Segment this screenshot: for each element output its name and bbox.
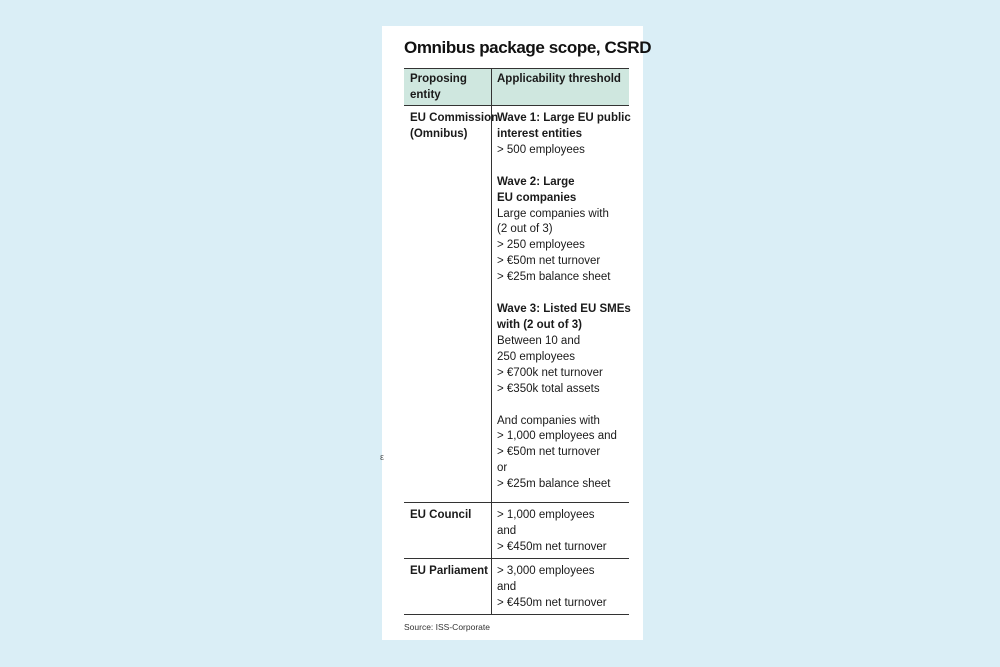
table-card: [382, 26, 652, 640]
wave1-title: Wave 1: Large EU public: [497, 112, 631, 124]
spacer: [497, 398, 631, 414]
wave3-title: Wave 3: Listed EU SMEs: [497, 303, 631, 316]
wave3-line: > €700k net turnover: [497, 366, 603, 379]
extra-line: > €50m net turnover: [497, 446, 601, 459]
header-applicability-threshold: [492, 69, 629, 105]
threshold-line: and: [497, 580, 517, 593]
threshold-line: and: [497, 524, 517, 537]
wave2-title: EU companies: [497, 191, 577, 204]
threshold-line: > 1,000 employees: [497, 509, 595, 521]
header-col1-line2: entity: [410, 88, 441, 101]
entity-line: EU Council: [410, 509, 472, 521]
header-proposing-entity: [404, 69, 492, 105]
stray-mark: ε: [380, 452, 385, 462]
scope-table: [404, 68, 629, 615]
wave1-line: > 500 employees: [497, 143, 585, 156]
table-title: Omnibus package scope, CSRD: [404, 38, 652, 57]
threshold-cell: [492, 503, 629, 558]
table-row-parliament: [404, 559, 629, 615]
header-col1-line1: Proposing: [410, 73, 467, 85]
wave2-title: Wave 2: Large: [497, 175, 575, 188]
table-row-commission: [404, 106, 629, 503]
spacer: [497, 159, 631, 175]
entity-cell: [404, 559, 492, 614]
entity-cell: [404, 503, 492, 558]
wave1-title: interest entities: [497, 127, 582, 140]
threshold-line: > €450m net turnover: [497, 540, 607, 553]
extra-line: And companies with: [497, 414, 600, 427]
threshold-line: > €450m net turnover: [497, 596, 607, 609]
entity-line: EU Commission: [410, 112, 499, 124]
wave2-line: > 250 employees: [497, 239, 585, 252]
threshold-line: > 3,000 employees: [497, 565, 595, 577]
wave2-line: (2 out of 3): [497, 223, 553, 236]
source-note: Source: ISS-Corporate: [404, 622, 490, 632]
entity-line: (Omnibus): [410, 127, 468, 140]
wave3-line: > €350k total assets: [497, 382, 600, 395]
entity-line: EU Parliament: [410, 565, 488, 577]
wave2-line: > €50m net turnover: [497, 255, 601, 268]
wave3-line: 250 employees: [497, 350, 575, 363]
threshold-cell: [492, 106, 635, 502]
wave3-title: with (2 out of 3): [497, 318, 582, 331]
extra-line: > €25m balance sheet: [497, 478, 611, 491]
extra-line: or: [497, 462, 508, 475]
wave2-line: > €25m balance sheet: [497, 271, 611, 284]
extra-line: > 1,000 employees and: [497, 430, 617, 443]
table-header-row: [404, 68, 629, 106]
wave3-line: Between 10 and: [497, 334, 581, 347]
spacer: [497, 286, 631, 302]
wave2-line: Large companies with: [497, 207, 609, 220]
threshold-cell: [492, 559, 629, 614]
table-row-council: [404, 503, 629, 559]
header-col2: Applicability threshold: [497, 73, 621, 85]
entity-cell: [404, 106, 499, 502]
